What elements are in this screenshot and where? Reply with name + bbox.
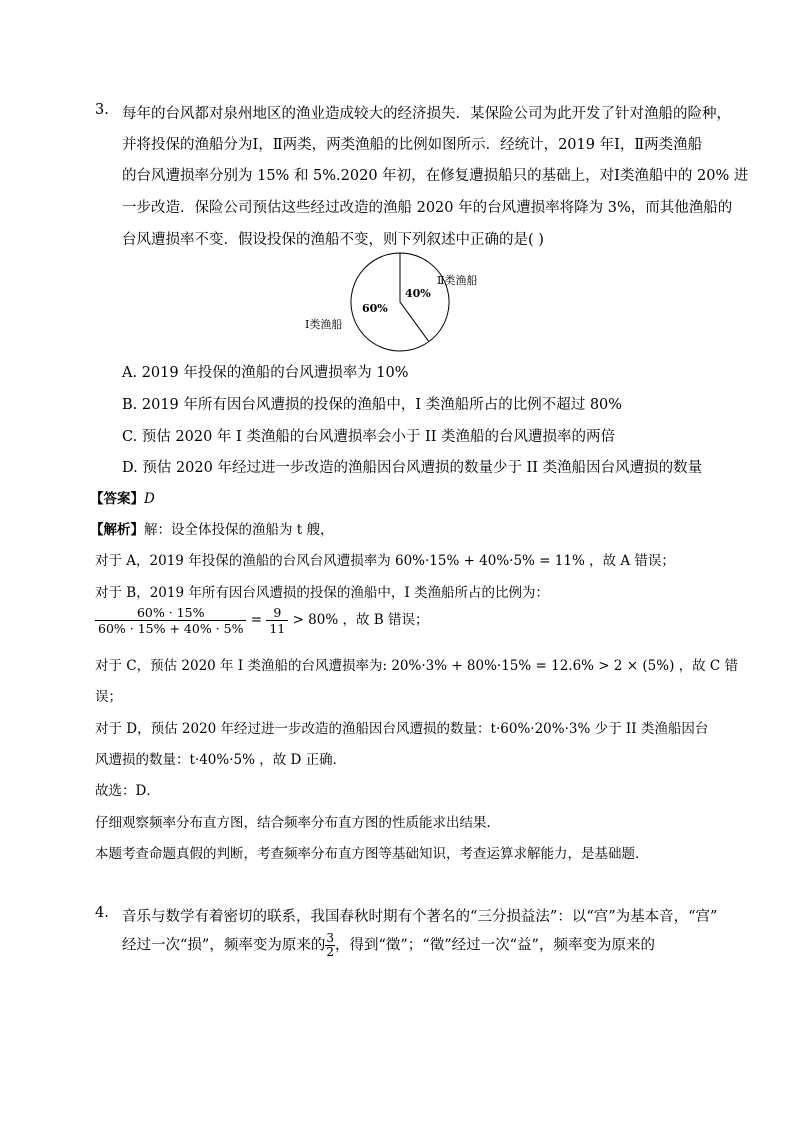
fraction-b-right — [266, 605, 288, 636]
analysis-line: 对于 B，2019 年所有因台风遭损的投保的渔船中，I 类渔船所占的比例为： — [95, 585, 549, 601]
option-b: B. 2019 年所有因台风遭损的投保的渔船中，I 类渔船所占的比例不超过 80% — [122, 397, 623, 413]
option-d: D. 预估 2020 年经过进一步改造的渔船因台风遭损的数量少于 II 类渔船因台风遭损的数量 — [122, 460, 703, 476]
analysis-line: 解：设全体投保的渔船为 t 艘， — [144, 522, 334, 538]
analysis-line: 对于 D，预估 2020 年经过进一步改造的渔船因台风遭损的数量：t·60%·20%·3% 少于 II 类渔船因台 — [95, 721, 709, 737]
question-4-line-2-pre: 经过一次“损”，频率变为原来的 — [122, 937, 326, 954]
analysis-line: 故选：D． — [95, 783, 160, 799]
question-3-line: 每年的台风都对泉州地区的渔业造成较大的经济损失．某保险公司为此开发了针对渔船的险种， — [122, 106, 731, 122]
analysis-line: 误； — [95, 689, 122, 705]
analysis-line: 对于 A，2019 年投保的渔船的台风台风遭损率为 60%·15% + 40%·5% = 11% ，故 A 错误； — [95, 553, 675, 569]
fraction-b-rhs-denominator: 11 — [269, 621, 286, 636]
fraction-b-numerator: 60% · 15% — [95, 605, 246, 621]
analysis-line: 本题考查命题真假的判断，考查频率分布直方图等基础知识，考查运算求解能力，是基础题． — [95, 846, 649, 862]
question-3-number: 3. — [95, 102, 109, 118]
question-4-line-2-post: ，得到“徵”；“徵”经过一次“益”，频率变为原来的 — [334, 937, 655, 954]
legend-label-type-2: Ⅱ类渔船 — [437, 274, 478, 287]
analysis-line: 风遭损的数量：t·40%·5% ，故 D 正确． — [95, 752, 347, 768]
question-3-line: 一步改造．保险公司预估这些经过改造的渔船 2020 年的台风遭损率将降为 3%，而其他渔船的 — [122, 200, 733, 216]
fraction-denominator: 2 — [326, 945, 334, 959]
slice-value-label-type-1: 60% — [362, 302, 388, 315]
question-3-line: 的台风遭损率分别为 15% 和 5%.2020 年初，在修复遭损船只的基础上，对Ⅰ类渔船中的 20% 进 — [122, 168, 749, 184]
slice-value-label-type-2: 40% — [405, 287, 431, 300]
question-3-line: 并将投保的渔船分为Ⅰ，Ⅱ两类，两类渔船的比例如图所示．经统计，2019 年Ⅰ，Ⅱ两类渔船 — [122, 137, 703, 153]
question-3-line: 台风遭损率不变．假设投保的渔船不变，则下列叙述中正确的是( ) — [122, 232, 544, 248]
fraction-numerator: 3 — [326, 931, 334, 945]
answer-tag: 【答案】 — [90, 491, 144, 507]
pie-chart-svg — [300, 245, 500, 360]
analysis-line: 对于 C，预估 2020 年 I 类渔船的台风遭损率为: 20%·3% + 80%·15% = 12.6% > 2 × (5%) ，故 C 错 — [95, 658, 739, 674]
fraction-expression-b — [95, 605, 428, 636]
pie-chart — [300, 245, 500, 360]
fraction-b-left — [95, 605, 246, 636]
analysis-line: 仔细观察频率分布直方图，结合频率分布直方图的性质能求出结果． — [95, 815, 500, 831]
answer-value: D — [144, 491, 155, 507]
fraction-b-tail: > 80% ，故 B 错误； — [292, 612, 429, 628]
question-4-line-2 — [122, 932, 655, 959]
option-a: A. 2019 年投保的渔船的台风遭损率为 10% — [122, 365, 409, 381]
fraction-three-halves — [325, 932, 335, 959]
legend-label-type-1: Ⅰ类渔船 — [305, 318, 343, 331]
analysis-intro — [90, 518, 334, 538]
question-4-line: 音乐与数学有着密切的联系，我国春秋时期有个著名的“三分损益法”：以“宫”为基本音，“宫” — [122, 909, 718, 925]
analysis-tag: 【解析】 — [90, 522, 144, 538]
fraction-b-denominator: 60% · 15% + 40% · 5% — [98, 621, 244, 636]
option-c: C. 预估 2020 年 I 类渔船的台风遭损率会小于 II 类渔船的台风遭损率的两倍 — [122, 429, 616, 445]
question-4-number: 4. — [95, 905, 109, 921]
fraction-b-equals: = — [250, 612, 263, 628]
fraction-b-rhs-numerator: 9 — [266, 605, 288, 621]
answer-line — [90, 487, 155, 507]
